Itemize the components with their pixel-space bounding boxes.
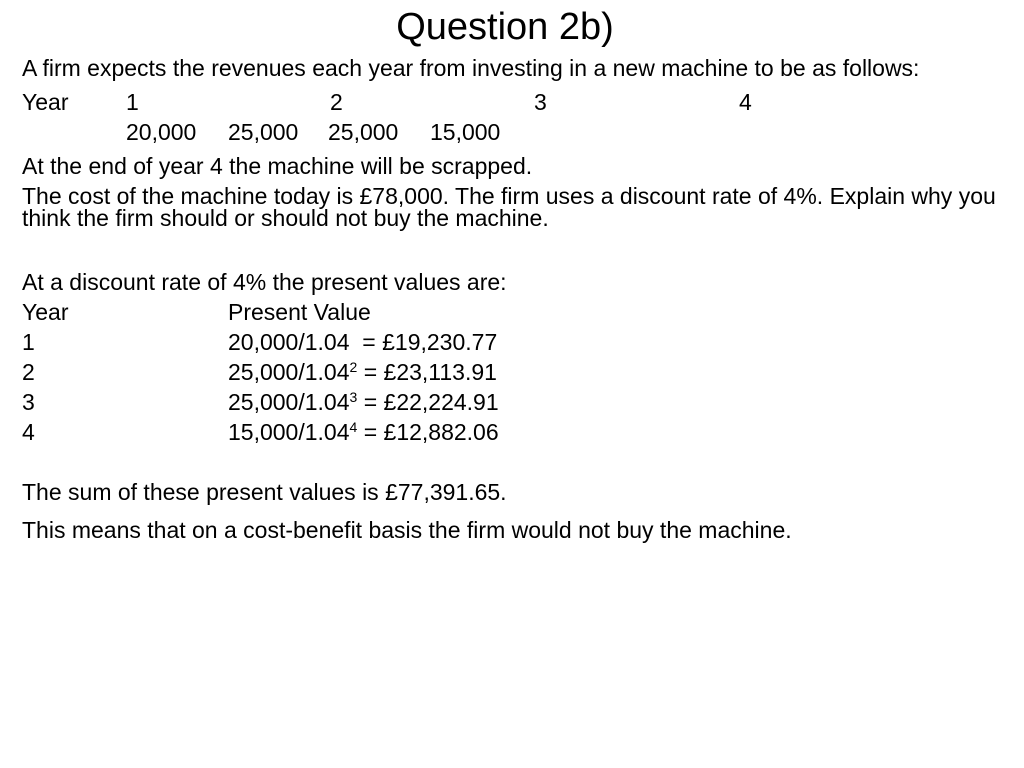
pv-heading: At a discount rate of 4% the present values are: [22,269,507,295]
pv-base: 25,000/1.04 [228,389,350,415]
sum-text: The sum of these present values is £77,391.65. [22,479,507,505]
revenue-year-1: 1 [126,89,139,115]
pv-row [22,417,1007,447]
pv-base: 15,000/1.04 [228,419,350,445]
pv-row-year: 4 [22,419,35,445]
pv-col-year: Year [22,299,69,325]
revenue-value-row [22,117,1007,147]
slide-body [22,57,1007,545]
pv-row-formula [228,357,497,387]
revenue-year-3: 3 [534,89,547,115]
pv-base: 20,000/1.04 [228,329,350,355]
conclusion-text: This means that on a cost-benefit basis the firm would not buy the machine. [22,517,792,543]
pv-row-year: 2 [22,359,35,385]
pv-base: 25,000/1.04 [228,359,350,385]
revenue-year-label: Year [22,89,69,115]
pv-exponent: 2 [349,359,358,375]
pv-exponent: 3 [349,389,358,405]
slide-title: Question 2b) [396,6,614,48]
pv-row-formula [228,327,497,357]
pv-row [22,327,1007,357]
pv-row [22,387,1007,417]
pv-result: = £22,224.91 [357,389,499,415]
pv-exponent: 4 [349,419,358,435]
revenue-year-4: 4 [739,89,752,115]
revenue-year-row [22,87,1007,117]
pv-result: = £12,882.06 [357,419,499,445]
spacer [22,447,1007,477]
pv-row-formula [228,417,499,447]
pv-header-row [22,297,1007,327]
revenue-value-1: 20,000 [126,119,197,145]
revenue-year-2: 2 [330,89,343,115]
spacer [22,237,1007,267]
pv-row [22,357,1007,387]
pv-row-year: 1 [22,329,35,355]
scrap-note: At the end of year 4 the machine will be scrapped. [22,153,533,179]
intro-text: A firm expects the revenues each year from investing in a new machine to be as follows: [22,55,920,81]
pv-result: = £23,113.91 [357,359,497,385]
pv-result: = £19,230.77 [349,329,498,355]
revenue-value-2: 25,000 [228,119,299,145]
revenue-value-4: 15,000 [430,119,501,145]
pv-row-formula [228,387,499,417]
revenue-value-3: 25,000 [328,119,399,145]
question-text: The cost of the machine today is £78,000. The firm uses a discount rate of 4%. Explain why you think the firm should or should not buy the machine. [22,183,996,231]
pv-col-present-value: Present Value [228,299,371,325]
pv-row-year: 3 [22,389,35,415]
